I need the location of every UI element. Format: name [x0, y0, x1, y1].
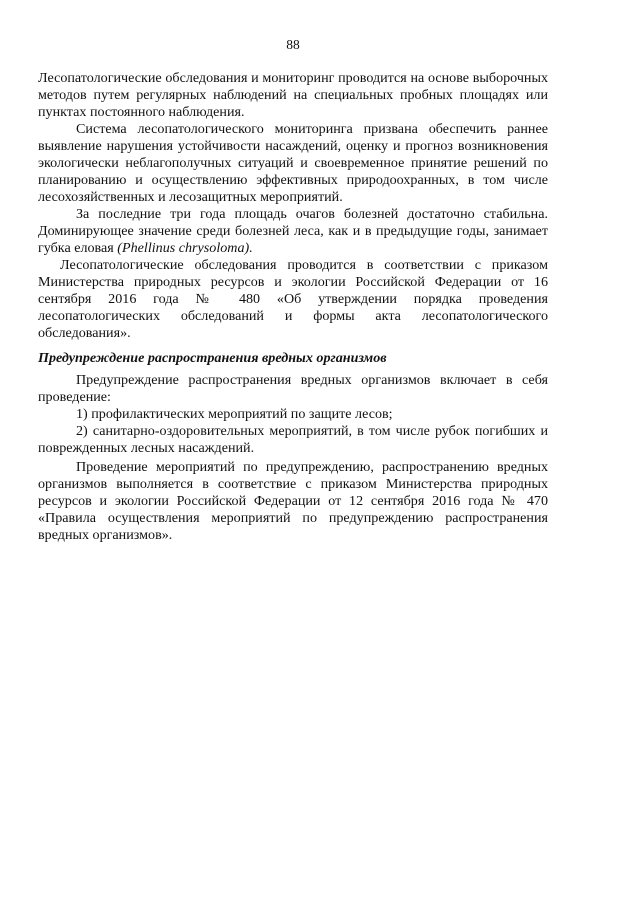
paragraph-monitoring-system: Система лесопатологического мониторинга призвана обеспечить раннее выявление нарушения устойчивости насаждений, оценку и прогноз возникновения экологически неблагополучных ситуаций и своевременное принятие решений по планированию и осуществлению эффективных природоохранных, в том числе лесохозяйственных и лесозащитных мероприятий.	[38, 121, 548, 205]
paragraph-prevention-order: Проведение мероприятий по предупреждению, распространению вредных организмов выполняется в соответствие с приказом Министерства природных ресурсов и экологии Российской Федерации от 12 сентября 2016 года № 470 «Правила осуществления мероприятий по предупреждению распространения вредных организмов».	[38, 459, 548, 543]
document-page	[38, 36, 548, 544]
list-item-prevention-2: 2) санитарно-оздоровительных мероприятий, в том числе рубок погибших и поврежденных лесных насаждений.	[38, 423, 548, 456]
section-heading: Предупреждение распространения вредных организмов	[38, 350, 387, 366]
paragraph-disease-area	[38, 206, 548, 257]
paragraph-prevention-intro: Предупреждение распространения вредных организмов включает в себя проведение:	[38, 372, 548, 405]
disease-area-text: За последние три года площадь очагов болезней достаточно стабильна. Доминирующее значение среди болезней леса, как и в предыдущие годы, занимает губка еловая	[38, 206, 548, 256]
paragraph-monitoring-methods: Лесопатологические обследования и мониторинг проводится на основе выборочных методов путем регулярных наблюдений на специальных пробных площадях или пунктах постоянного наблюдения.	[38, 70, 548, 120]
paragraph-survey-order: Лесопатологические обследования проводится в соответствии с приказом Министерства природных ресурсов и экологии Российской Федерации от 16 сентября 2016 года № 480 «Об утверждении порядка проведения лесопатологических обследований и формы акта лесопатологического обследования».	[38, 257, 548, 341]
list-item-prevention-1: 1) профилактических мероприятий по защите лесов;	[76, 406, 393, 422]
latin-species-name: (Phellinus chrysoloma).	[117, 240, 253, 256]
page-number: 88	[286, 37, 300, 52]
